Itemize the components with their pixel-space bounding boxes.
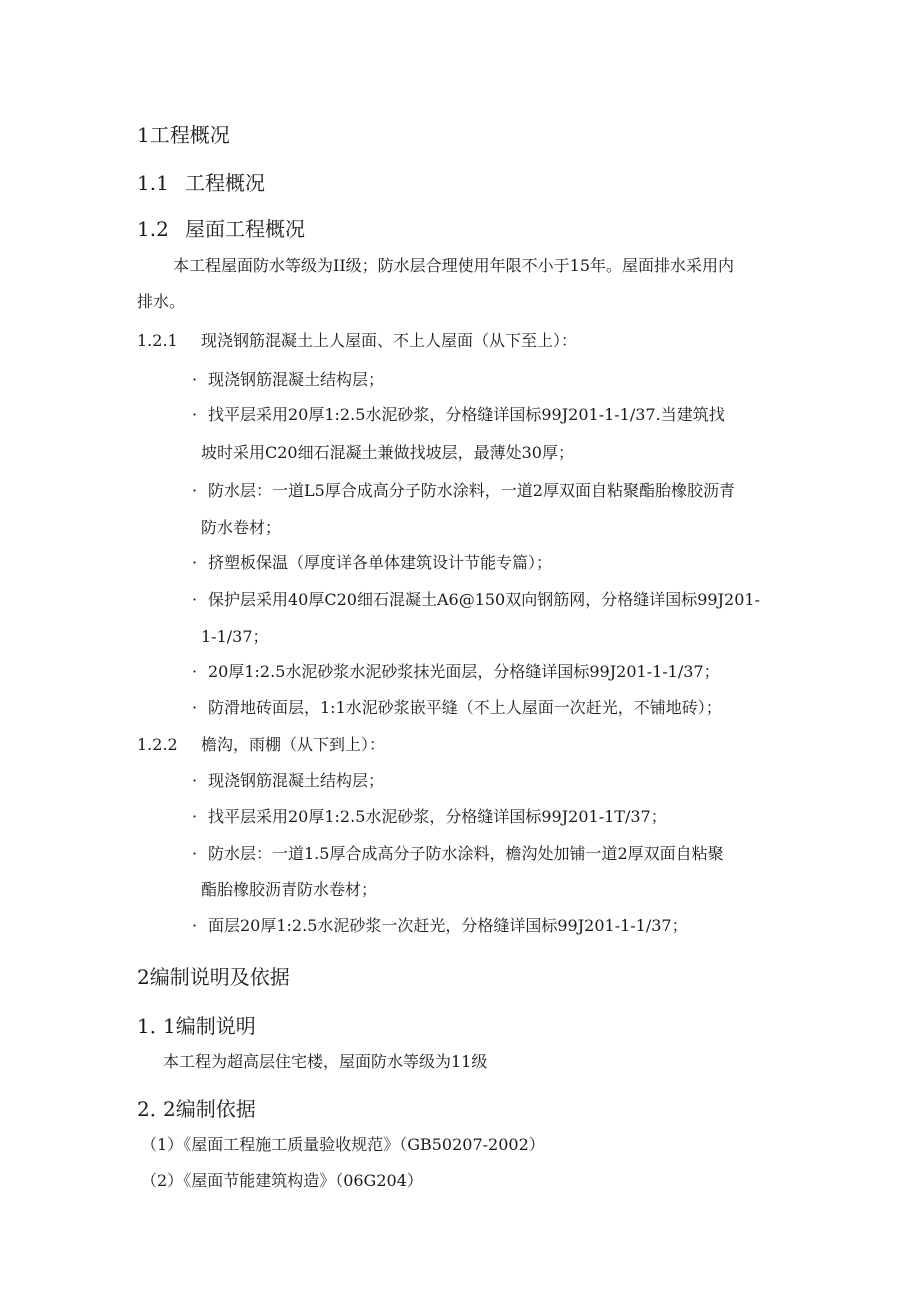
list-item-text: 现浇钢筋混凝土结构层； [208,370,385,389]
section-1-2-heading [137,215,305,243]
list-item [192,404,725,426]
list-item [192,770,384,792]
bullet-icon: · [192,590,198,609]
section-title: 1编制说明 [163,1014,256,1038]
section-title: 工程概况 [185,171,265,195]
list-item-text: 防滑地砖面层，1:1水泥砂浆嵌平缝（不上人屋面一次赶光，不铺地砖）； [208,698,722,717]
list-item [192,915,688,937]
reference-number: （2） [141,1171,184,1190]
bullet-icon: · [192,807,198,826]
subsection-title: 现浇钢筋混凝土上人屋面、不上人屋面（从下至上）： [201,331,578,350]
list-item-continuation: 酯胎橡胶沥青防水卷材； [201,880,378,899]
list-item [192,697,722,719]
subsection-1-2-1-heading [137,330,577,352]
list-item [192,661,720,683]
list-item-text: 面层20厚1:2.5水泥砂浆一次赶光，分格缝详国标99J201-1-1/37； [208,916,688,935]
section-2-1-heading [137,1012,256,1040]
bullet-icon: · [192,698,198,717]
subsection-title: 檐沟，雨棚（从下到上）： [201,735,386,754]
paragraph-line: 本工程为超高层住宅楼，屋面防水等级为11级 [163,1052,488,1071]
list-item [192,480,735,502]
list-item-continuation: 坡时采用C20细石混凝土兼做找坡层，最薄处30厚； [201,443,574,462]
section-1-1-heading [137,169,265,197]
section-number: 1． [137,1014,170,1038]
bullet-icon: · [192,771,198,790]
bullet-icon: · [192,481,198,500]
section-2-2-heading [137,1095,256,1123]
bullet-icon: · [192,405,198,424]
list-item [192,552,552,574]
section-number: 1.2 [137,217,169,241]
subsection-number: 1.2.2 [137,735,178,754]
list-item-text: 现浇钢筋混凝土结构层； [208,771,385,790]
section-number: 2． [137,1097,170,1121]
list-item-text: 保护层采用40厚C20细石混凝土A6@150双向钢筋网，分格缝详国标99J201- [208,590,760,609]
subsection-1-2-2-heading [137,734,385,756]
section-1-heading: 1工程概况 [137,123,230,147]
list-item [192,369,384,391]
section-number: 1.1 [137,171,169,195]
bullet-icon: · [192,916,198,935]
section-title: 屋面工程概况 [185,217,305,241]
reference-item [141,1170,423,1192]
list-item-text: 找平层采用20厚1:2.5水泥砂浆，分格缝详国标99J201-1-1/37.当建筑找 [208,405,725,424]
list-item-text: 挤塑板保温（厚度详各单体建筑设计节能专篇）； [208,553,553,572]
reference-item [141,1134,545,1156]
bullet-icon: · [192,553,198,572]
paragraph-line: 本工程屋面防水等级为II级；防水层合理使用年限不小于15年。屋面排水采用内 [173,256,735,275]
reference-text: 《屋面节能建筑构造》（06G204） [183,1171,423,1190]
list-item-text: 防水层：一道L5厚合成高分子防水涂料，一道2厚双面自粘聚酯胎橡胶沥青 [208,481,735,500]
paragraph-line: 排水。 [137,292,186,311]
list-item-continuation: 防水卷材； [201,518,282,537]
list-item-continuation: 1-1/37； [201,627,269,646]
list-item-text: 防水层：一道1.5厚合成高分子防水涂料，檐沟处加铺一道2厚双面自粘聚 [208,844,724,863]
section-title: 2编制依据 [163,1097,256,1121]
bullet-icon: · [192,370,198,389]
reference-number: （1） [141,1135,184,1154]
bullet-icon: · [192,844,198,863]
list-item-text: 20厚1:2.5水泥砂浆水泥砂浆抹光面层，分格缝详国标99J201-1-1/37； [208,662,720,681]
list-item [192,589,760,611]
list-item-text: 找平层采用20厚1:2.5水泥砂浆，分格缝详国标99J201-1T/37； [208,807,667,826]
list-item [192,843,724,865]
list-item [192,806,667,828]
bullet-icon: · [192,662,198,681]
section-2-heading: 2编制说明及依据 [137,965,290,989]
subsection-number: 1.2.1 [137,331,178,350]
reference-text: 《屋面工程施工质量验收规范》（GB50207-2002） [183,1135,545,1154]
